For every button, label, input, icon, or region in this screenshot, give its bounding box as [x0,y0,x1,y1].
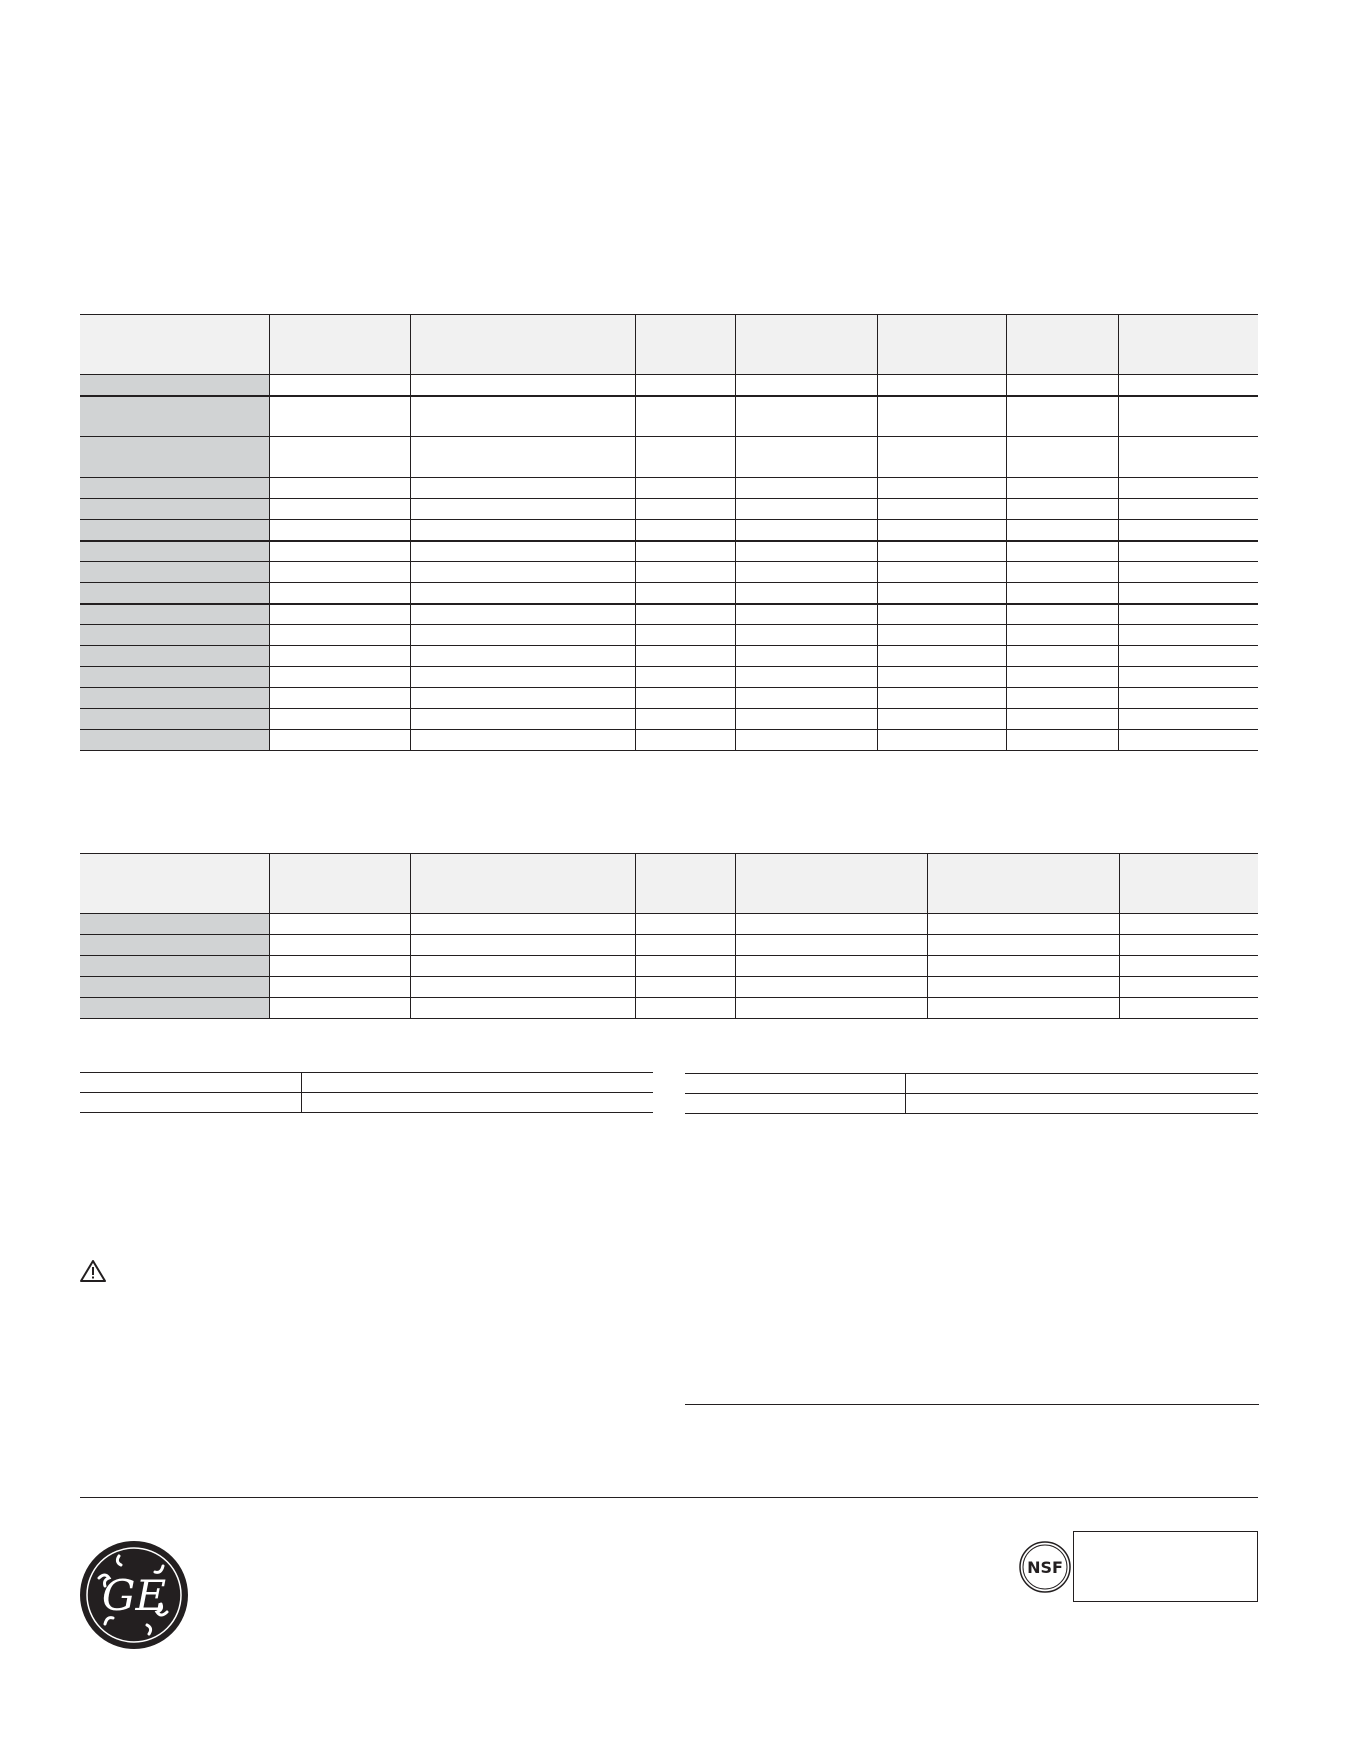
row-label-cell [80,499,269,520]
data-cell [1118,562,1258,583]
data-cell [635,499,735,520]
row-label-cell [80,375,269,396]
table-row [80,667,1258,688]
data-cell [735,437,877,478]
row-label-cell [80,604,269,625]
data-cell [269,977,410,998]
mini-table-right [685,1073,1258,1114]
table-row [80,730,1258,751]
data-cell [1006,625,1118,646]
table-row [80,977,1258,998]
data-cell [269,688,410,709]
nsf-seal [1019,1541,1071,1593]
data-cell [1118,541,1258,562]
data-cell [877,478,1006,499]
data-cell [735,375,877,396]
table-row [80,935,1258,956]
header-cell [635,315,735,375]
table-header-row [80,854,1258,914]
row-label-cell [80,709,269,730]
data-cell [410,998,635,1019]
row-label-cell [80,730,269,751]
data-cell [927,998,1119,1019]
table-row [80,604,1258,625]
row-label-cell [80,667,269,688]
data-cell [269,646,410,667]
header-cell [410,854,635,914]
row-label-cell [80,478,269,499]
data-cell [735,667,877,688]
data-cell [269,730,410,751]
row-label-cell [80,977,269,998]
data-cell [635,541,735,562]
ge-monogram-logo [79,1540,189,1650]
data-cell [877,667,1006,688]
data-cell [269,956,410,977]
data-cell [735,562,877,583]
data-cell [1118,625,1258,646]
data-cell [1118,437,1258,478]
data-cell [635,625,735,646]
data-cell [1006,688,1118,709]
data-cell [635,688,735,709]
table-row [685,1094,1258,1114]
data-cell [635,914,735,935]
data-cell [635,437,735,478]
data-cell [410,977,635,998]
data-cell [410,730,635,751]
table-row [80,437,1258,478]
data-cell [635,998,735,1019]
row-label-cell [80,625,269,646]
data-cell [269,396,410,437]
data-cell [1118,583,1258,604]
table-row [80,541,1258,562]
table-row [80,709,1258,730]
data-cell [735,520,877,541]
data-cell [410,541,635,562]
data-cell [635,935,735,956]
data-cell [1006,667,1118,688]
nsf-seal-text: NSF [1027,1558,1063,1577]
table-row [80,583,1258,604]
data-cell [1006,646,1118,667]
data-cell [735,688,877,709]
header-cell [269,315,410,375]
data-cell [635,396,735,437]
data-cell [1006,437,1118,478]
table-row [80,956,1258,977]
data-cell [1118,604,1258,625]
data-cell [735,914,927,935]
data-cell [877,688,1006,709]
data-cell [735,541,877,562]
data-cell [269,541,410,562]
table-row [80,688,1258,709]
row-label-cell [80,437,269,478]
data-cell [269,935,410,956]
ge-logo-text: GE [101,1571,167,1620]
data-cell [877,730,1006,751]
data-cell [877,646,1006,667]
data-cell [735,730,877,751]
header-cell [877,315,1006,375]
row-label-cell [80,583,269,604]
data-cell [1006,396,1118,437]
performance-data-table [80,314,1258,751]
data-cell [1119,977,1258,998]
data-cell [1118,520,1258,541]
data-cell [735,998,927,1019]
data-cell [1006,478,1118,499]
certification-box [1073,1531,1258,1602]
table-row [80,499,1258,520]
data-cell [635,730,735,751]
header-cell [735,854,927,914]
data-cell [410,375,635,396]
data-cell [735,646,877,667]
data-cell [1006,375,1118,396]
data-cell [735,478,877,499]
data-cell [927,956,1119,977]
data-cell [269,914,410,935]
table-body [80,375,1258,751]
data-cell [927,914,1119,935]
data-cell [735,935,927,956]
data-cell [1006,709,1118,730]
row-label-cell [80,396,269,437]
data-cell [410,499,635,520]
data-cell [1118,478,1258,499]
data-cell [269,437,410,478]
table-row [80,396,1258,437]
data-cell [1006,520,1118,541]
data-cell [1118,375,1258,396]
header-cell [80,315,269,375]
table-body [80,914,1258,1019]
table-row [80,625,1258,646]
data-cell [269,667,410,688]
data-cell [877,625,1006,646]
data-cell [410,914,635,935]
data-cell [269,625,410,646]
data-cell [410,935,635,956]
data-cell [1006,499,1118,520]
data-cell [635,667,735,688]
row-label-cell [80,688,269,709]
data-cell [877,583,1006,604]
row-label-cell [80,562,269,583]
data-cell [269,375,410,396]
data-cell [735,709,877,730]
data-cell [635,520,735,541]
header-cell [635,854,735,914]
secondary-data-table [80,853,1258,1019]
header-cell [410,315,635,375]
data-cell [1118,499,1258,520]
table-row [80,914,1258,935]
data-cell [269,604,410,625]
data-cell [269,478,410,499]
row-label-cell [80,956,269,977]
header-cell [735,315,877,375]
table-header-row [80,315,1258,375]
data-cell [635,375,735,396]
header-cell [1119,854,1258,914]
header-cell [269,854,410,914]
data-cell [635,956,735,977]
footer-divider [80,1497,1258,1498]
data-cell [1119,998,1258,1019]
data-cell [1006,541,1118,562]
data-cell [877,396,1006,437]
data-cell [410,396,635,437]
data-cell [1006,583,1118,604]
data-cell [410,520,635,541]
data-cell [1118,688,1258,709]
data-cell [1006,730,1118,751]
data-cell [635,583,735,604]
data-cell [410,625,635,646]
data-cell [877,562,1006,583]
table-row [80,520,1258,541]
data-cell [635,604,735,625]
data-cell [735,625,877,646]
warning-triangle-icon [79,1259,107,1283]
data-cell [735,499,877,520]
data-cell [635,709,735,730]
data-cell [1006,562,1118,583]
data-cell [1119,914,1258,935]
data-cell [877,604,1006,625]
data-cell [1119,935,1258,956]
data-cell [410,604,635,625]
row-label-cell [80,998,269,1019]
row-label-cell [80,914,269,935]
data-cell [269,562,410,583]
table-row [685,1074,1258,1094]
table-row [80,562,1258,583]
data-cell [410,956,635,977]
data-cell [735,604,877,625]
data-cell [269,499,410,520]
data-cell [269,709,410,730]
data-cell [927,977,1119,998]
row-label-cell [80,520,269,541]
data-cell [410,478,635,499]
data-cell [410,583,635,604]
data-cell [1118,667,1258,688]
data-cell [1006,604,1118,625]
table-row [80,1093,653,1113]
data-cell [1118,396,1258,437]
header-cell [1006,315,1118,375]
data-cell [735,956,927,977]
table-row [80,1073,653,1093]
data-cell [269,583,410,604]
row-label-cell [80,646,269,667]
section-divider-right [685,1404,1259,1405]
data-cell [877,375,1006,396]
data-cell [877,499,1006,520]
table-row [80,646,1258,667]
data-cell [877,709,1006,730]
data-cell [635,562,735,583]
data-cell [1118,709,1258,730]
data-cell [877,437,1006,478]
data-cell [269,998,410,1019]
data-cell [410,709,635,730]
table-row [80,478,1258,499]
data-cell [735,396,877,437]
data-cell [269,520,410,541]
data-cell [1119,956,1258,977]
row-label-cell [80,541,269,562]
data-cell [1118,730,1258,751]
header-cell [1118,315,1258,375]
data-cell [635,646,735,667]
data-cell [635,977,735,998]
data-cell [877,520,1006,541]
data-cell [735,977,927,998]
data-cell [410,688,635,709]
data-cell [410,437,635,478]
data-cell [927,935,1119,956]
data-cell [635,478,735,499]
header-cell [927,854,1119,914]
row-label-cell [80,935,269,956]
data-cell [735,583,877,604]
data-cell [410,667,635,688]
data-cell [877,541,1006,562]
data-cell [410,562,635,583]
header-cell [80,854,269,914]
mini-table-left [80,1072,653,1113]
data-cell [1118,646,1258,667]
table-row [80,375,1258,396]
table-row [80,998,1258,1019]
data-cell [410,646,635,667]
